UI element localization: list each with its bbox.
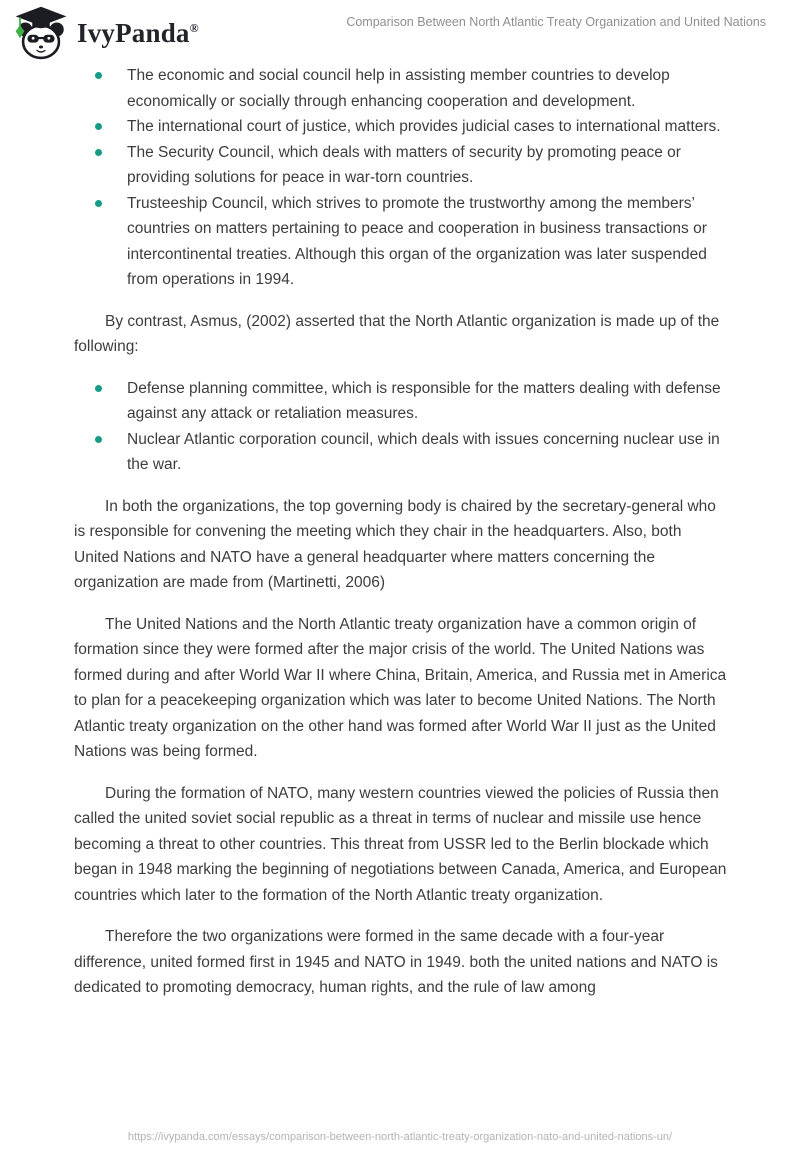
paragraph-therefore: Therefore the two organizations were formed in the same decade with a four-year difference, united formed first in 1945 and NATO in 1949. both the united nations and NATO is dedicated to promoting democracy, human rights, and the rule of law among: [74, 928, 718, 996]
panda-graduate-icon: [13, 5, 69, 61]
list-item: [74, 191, 727, 293]
page-footer: [0, 1127, 800, 1145]
list-item-text: Defense planning committee, which is responsible for the matters dealing with defense against any attack or retaliation measures.: [127, 379, 721, 422]
page-header: [0, 0, 800, 64]
list-item-text: Nuclear Atlantic corporation council, which deals with issues concerning nuclear use in the war.: [127, 430, 720, 473]
registered-mark: ®: [189, 20, 199, 35]
essay-body: [74, 63, 727, 1017]
brand-logo[interactable]: [13, 5, 199, 61]
list-item: [74, 63, 727, 114]
list-item: [74, 140, 727, 191]
paragraph-origin: The United Nations and the North Atlantic treaty organization have a common origin of formation since they were formed after the major crisis of the world. The United Nations was formed during and after World War II where China, Britain, America, and Russia met in America to plan for a peacekeeping organization which was later to become United Nations. The North Atlantic treaty organization on the other hand was formed after World War II just as the United Nations was being formed.: [74, 615, 727, 760]
list-item: [74, 376, 727, 427]
un-organs-list: [74, 63, 727, 293]
list-item-text: The international court of justice, which provides judicial cases to international matters.: [127, 118, 721, 135]
list-item-text: The economic and social council help in assisting member countries to develop economically or socially through enhancing cooperation and development.: [127, 67, 670, 110]
list-item: [74, 427, 727, 478]
list-item: [74, 114, 727, 140]
list-item-text: The Security Council, which deals with matters of security by promoting peace or providing solutions for peace in war-torn countries.: [127, 143, 681, 186]
list-item-text: Trusteeship Council, which strives to promote the trustworthy among the members’ countries on matters pertaining to peace and cooperation in business transactions or intercontinental treaties. Although this organ of the organization was later suspended from operations in 1994.: [127, 194, 707, 288]
brand-name: IvyPanda®: [77, 17, 199, 48]
nato-organs-list: [74, 376, 727, 478]
paragraph-contrast: By contrast, Asmus, (2002) asserted that the North Atlantic organization is made up of the following:: [74, 312, 720, 355]
source-url-link[interactable]: https://ivypanda.com/essays/comparison-between-north-atlantic-treaty-organization-nato-and-united-nations-un/: [127, 1131, 673, 1143]
paragraph-governing: In both the organizations, the top governing body is chaired by the secretary-general who is responsible for convening the meeting which they chair in the headquarters. Also, both United Nations and NATO have a general headquarter where matters concerning the organization are made from (Martinetti, 2006): [74, 497, 716, 591]
paragraph-formation: During the formation of NATO, many western countries viewed the policies of Russia then called the united soviet social republic as a threat in terms of nuclear and missile use hence becoming a threat to other countries. This threat from USSR led to the Berlin blockade which began in 1948 marking the beginning of negotiations between Canada, America, and European countries which later to the formation of the North Atlantic treaty organization.: [74, 784, 727, 904]
document-title: Comparison Between North Atlantic Treaty Organization and United Nations: [346, 15, 766, 29]
